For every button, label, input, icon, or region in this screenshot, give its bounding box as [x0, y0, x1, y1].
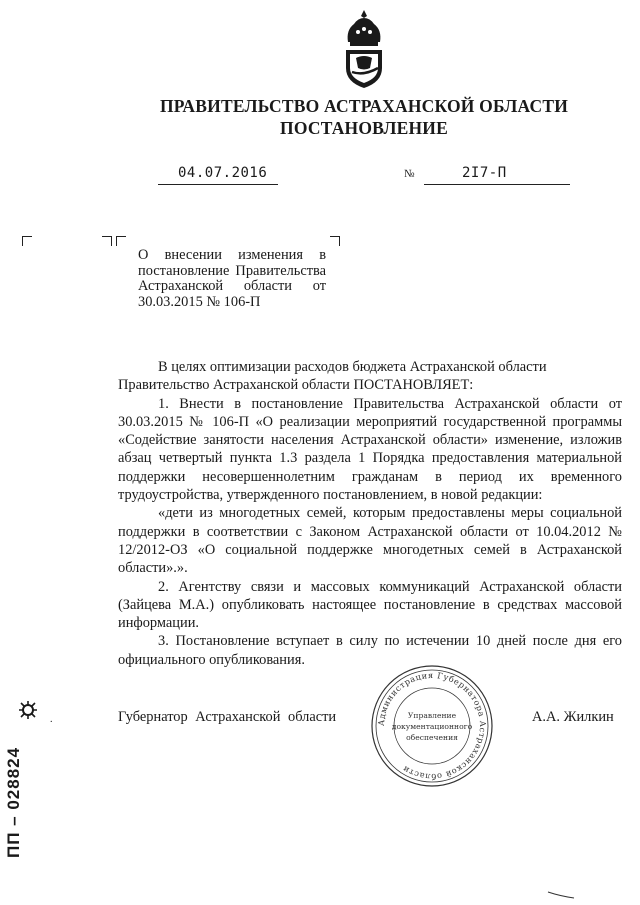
document-body: [118, 358, 622, 669]
body-paragraph: Правительство Астраханской области ПОСТАНОВЛЯЕТ:: [118, 377, 474, 394]
document-date: 04.07.2016: [178, 165, 268, 181]
corner-bracket: [116, 236, 126, 246]
corner-bracket: [330, 236, 340, 246]
body-paragraph: «дети из многодетных семей, которым предоставлены меры социальной поддержки в соответствии с Законом Астраханской области от 10.04.2012 № 12/2012-ОЗ «О социальной поддержке многодетных семей в Астраханской области».».: [118, 505, 622, 577]
signatory-title: Губернатор Астраханской области: [118, 709, 337, 725]
corner-bracket: [22, 236, 32, 246]
body-paragraph: 1. Внести в постановление Правительства Астраханской области от 30.03.2015 № 106-П «О реализации мероприятий государственной программы «Содействие занятости населения Астраханской области» изменение, изложив абзац четвертый пункта 1.3 раздела 1 Порядка предоставления материальной поддержки несовершеннолетним гражданам в период их временного трудоустройства, утвержденного постановлением, в новой редакции:: [118, 395, 622, 504]
form-serial-number: ПП – 028824: [4, 746, 23, 858]
emblem-mark-icon: [18, 700, 38, 720]
body-paragraph: 2. Агентству связи и массовых коммуникаций Астраханской области (Зайцева М.А.) опубликовать настоящее постановление в средствах массовой информации.: [118, 578, 622, 632]
body-paragraph: В целях оптимизации расходов бюджета Астраханской области: [158, 359, 547, 375]
scan-mark: [546, 890, 576, 900]
document-number: 2I7-П: [462, 165, 507, 181]
stamp-ring-text: Администрация Губернатора Астраханской области: [375, 669, 489, 783]
stamp-center-line: обеспечения: [406, 733, 458, 742]
stamp-center-line: документационного: [391, 722, 473, 731]
official-stamp: [370, 664, 494, 788]
corner-bracket: [102, 236, 112, 246]
coat-of-arms-icon: [336, 8, 392, 90]
government-title: ПРАВИТЕЛЬСТВО АСТРАХАНСКОЙ ОБЛАСТИ: [159, 96, 569, 116]
margin-tick: .: [50, 714, 53, 725]
stamp-center-line: Управление: [407, 711, 457, 720]
body-paragraph: 3. Постановление вступает в силу по истечении 10 дней после дня его официального опубликования.: [118, 633, 622, 668]
signatory-name: А.А. Жилкин: [532, 709, 614, 725]
document-type: ПОСТАНОВЛЕНИЕ: [280, 118, 448, 138]
document-subject: О внесении изменения в постановление Правительства Астраханской области от 30.03.2015 № 106-П: [138, 247, 326, 310]
number-sign: №: [404, 168, 415, 180]
